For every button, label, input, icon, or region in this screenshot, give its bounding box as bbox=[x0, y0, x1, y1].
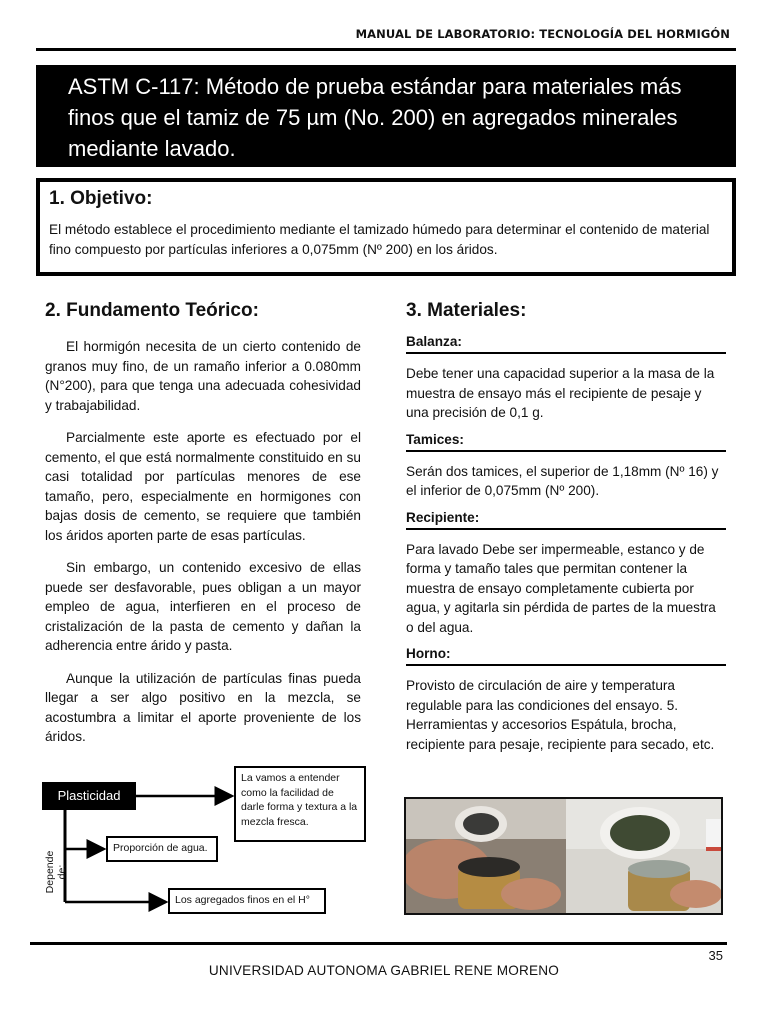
plasticity-diagram bbox=[40, 762, 380, 922]
theory-paragraph: Sin embargo, un contenido excesivo de ellas puede ser desfavorable, pues obligan a un mayor empleo de agua, interfieren en el proceso de cristalización de la pasta de cemento y dañan la adherencia entre árido y pasta. bbox=[45, 560, 361, 653]
theory-paragraph: Parcialmente este aporte es efectuado por el cemento, el que está normalmente constituido en su casi totalidad por partículas menores de ese tamaño, pero, especialmente en hormigones con bajas dosis de cemento, se requiere que también los áridos aporten parte de esas partículas. bbox=[45, 430, 361, 543]
running-header: MANUAL DE LABORATORIO: TECNOLOGÍA DEL HORMIGÓN bbox=[355, 27, 730, 41]
footer-university: UNIVERSIDAD AUTONOMA GABRIEL RENE MORENO bbox=[208, 963, 560, 978]
objective-section bbox=[36, 178, 736, 276]
theory-paragraph: El hormigón necesita de un cierto contenido de granos muy fino, de un ramaño inferior a 0.080mm (N°200), para que tenga una adecuada cohesividad y trabajabilidad. bbox=[45, 339, 361, 413]
material-text-recipiente: Para lavado Debe ser impermeable, estanco y de forma y tamaño tales que permitan contener la muestra de ensayo completamente cubierta por agua, y agitarla sin pérdida de partes de la muestra o del agua. bbox=[406, 541, 716, 635]
factor-aggregates-box: Los agregados finos en el H° bbox=[168, 888, 326, 914]
objective-heading: 1. Objetivo: bbox=[49, 188, 153, 209]
material-text-balanza: Debe tener una capacidad superior a la masa de la muestra de ensayo más el recipiente de pesaje y una precisión de 0,1 g. bbox=[406, 366, 715, 420]
material-title-horno: Horno: bbox=[406, 646, 726, 666]
theory-paragraph: Aunque la utilización de partículas finas pueda llegar a ser algo positivo en la mezcla, se acostumbra a limitar el aporte proveniente de los áridos. bbox=[45, 670, 361, 744]
factor-water-box: Proporción de agua. bbox=[106, 836, 218, 862]
material-title-recipiente: Recipiente: bbox=[406, 510, 726, 530]
theory-section bbox=[45, 300, 361, 760]
material-title-balanza: Balanza: bbox=[406, 334, 726, 354]
depends-label: Depende de: bbox=[44, 850, 68, 894]
material-text-horno: Provisto de circulación de aire y temperatura regulable para las condiciones del ensayo. 5. Herramientas y accesorios Espátula, brocha, recipiente para pesaje, recipiente para secado, etc. bbox=[406, 678, 715, 752]
material-text-tamices: Serán dos tamices, el superior de 1,18mm (Nº 16) y el inferior de 0,075mm (Nº 200). bbox=[406, 463, 719, 498]
materials-section bbox=[406, 300, 726, 763]
washing-photo bbox=[404, 797, 723, 915]
objective-text: El método establece el procedimiento mediante el tamizado húmedo para determinar el contenido de material fino compuesto por partículas inferiores a 0,075mm (Nº 200) en los áridos. bbox=[49, 222, 710, 257]
materials-heading: 3. Materiales: bbox=[406, 300, 527, 321]
footer-rule bbox=[30, 942, 727, 945]
header-rule bbox=[36, 48, 736, 51]
washing-photo-image bbox=[406, 799, 723, 915]
plasticity-box: Plasticidad bbox=[42, 782, 136, 810]
definition-box: La vamos a entender como la facilidad de darle forma y textura a la mezcla fresca. bbox=[234, 766, 366, 842]
page-number: 35 bbox=[708, 948, 723, 963]
document-title: ASTM C-117: Método de prueba estándar para materiales más finos que el tamiz de 75 µm (No. 200) en agregados minerales mediante lavado. bbox=[36, 65, 736, 167]
theory-heading: 2. Fundamento Teórico: bbox=[45, 300, 259, 321]
material-title-tamices: Tamices: bbox=[406, 432, 726, 452]
